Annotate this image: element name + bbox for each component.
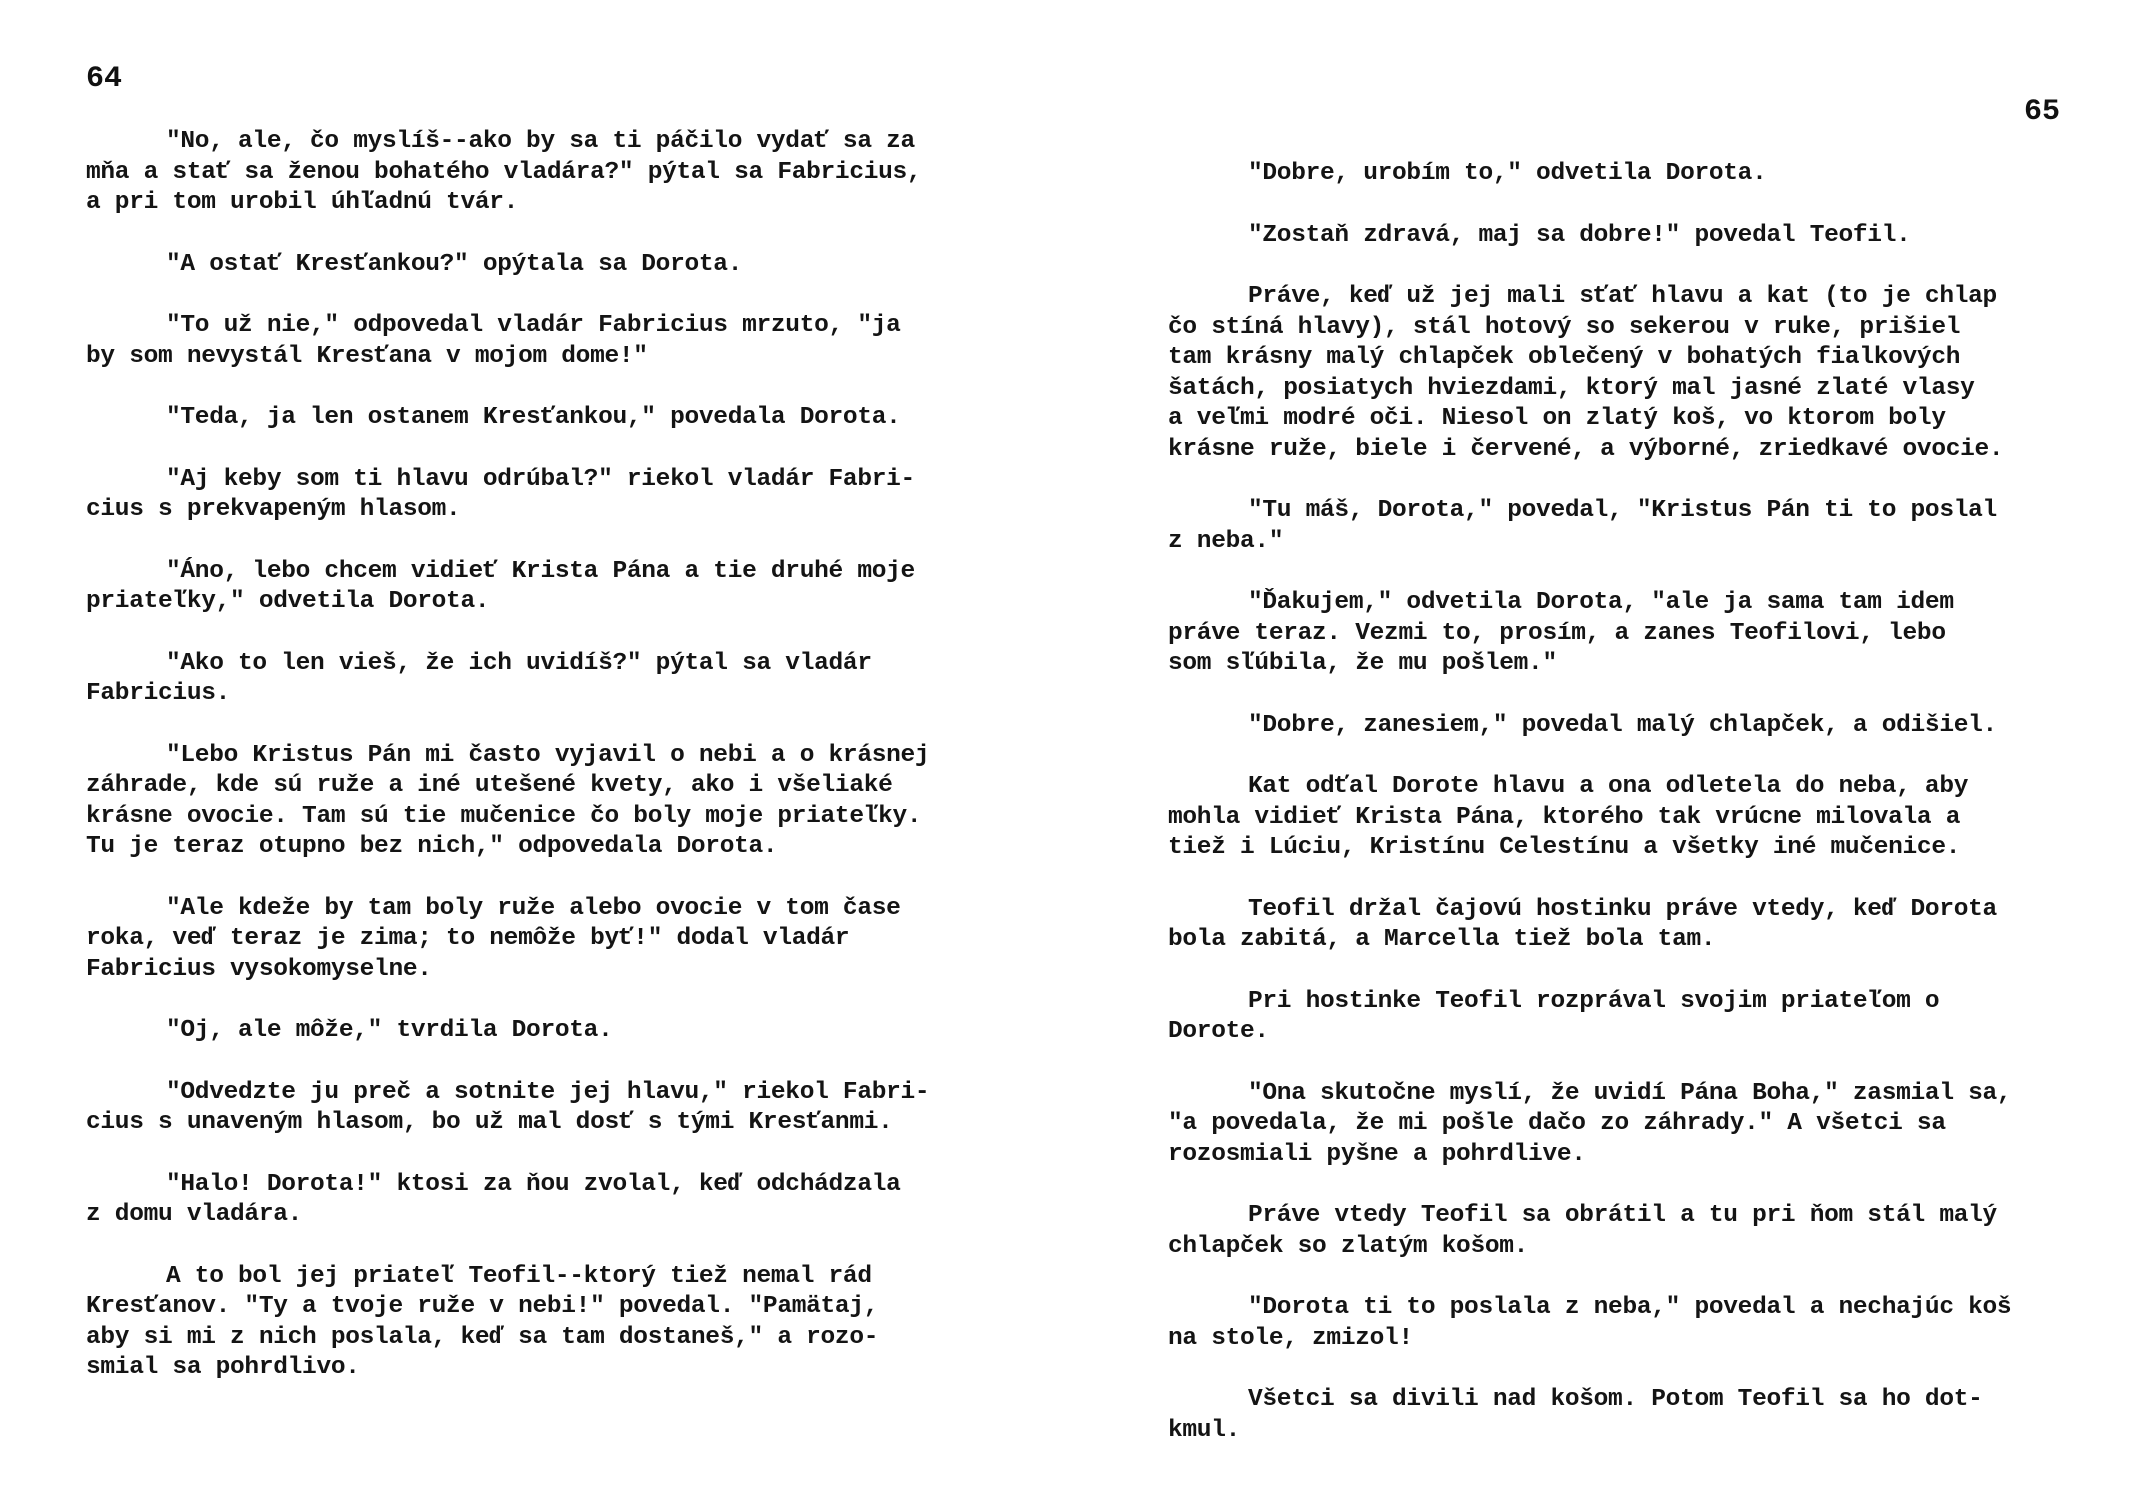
right-page-text bbox=[1168, 159, 2073, 1477]
paragraph: A to bol jej priateľ Teofil--ktorý tiež nemal rád Kresťanov. "Ty a tvoje ruže v nebi!" povedal. "Pamätaj, aby si mi z nich poslala, keď sa tam dostaneš," a rozo- smial sa pohrdlivo. bbox=[86, 1262, 879, 1381]
paragraph: "Ona skutočne myslí, že uvidí Pána Boha," zasmial sa, "a povedala, že mi pošle dačo zo záhrady." A všetci sa rozosmiali pyšne a pohrdlive. bbox=[1168, 1079, 2012, 1168]
paragraph: "Zostaň zdravá, maj sa dobre!" povedal Teofil. bbox=[1248, 221, 1911, 249]
paragraph: "Dobre, zanesiem," povedal malý chlapček, a odišiel. bbox=[1248, 711, 1997, 739]
paragraph: "No, ale, čo myslíš--ako by sa ti páčilo vydať sa za mňa a stať sa ženou bohatého vladára?" pýtal sa Fabricius, a pri tom urobil úhľadnú tvár. bbox=[86, 128, 922, 216]
paragraph: "Dobre, urobím to," odvetila Dorota. bbox=[1248, 160, 1767, 187]
paragraph: Pri hostinke Teofil rozprával svojim priateľom o Dorote. bbox=[1168, 987, 1940, 1045]
paragraph: "Ale kdeže by tam boly ruže alebo ovocie v tom čase roka, veď teraz je zima; to nemôže byť!" dodal vladár Fabricius vysokomyselne. bbox=[86, 894, 901, 983]
paragraph: "Tu máš, Dorota," povedal, "Kristus Pán ti to poslal z neba." bbox=[1168, 497, 1997, 555]
left-page-text bbox=[86, 127, 1006, 1415]
paragraph: "Halo! Dorota!" ktosi za ňou zvolal, keď odchádzala z domu vladára. bbox=[86, 1170, 901, 1228]
paragraph: Práve, keď už jej mali sťať hlavu a kat (to je chlap čo stíná hlavy), stál hotový so sekerou v ruke, prišiel tam krásny malý chlapček oblečený v bohatých fialkových šatách, posiatych hviezdami, ktorý mal jasné zlaté vlasy a veľmi modré oči. Niesol on zlatý koš, vo ktorom boly krásne ruže, biele i červené, a výborné, zriedkavé ovocie. bbox=[1168, 283, 2004, 463]
paragraph: "Dorota ti to poslala z neba," povedal a nechajúc koš na stole, zmizol! bbox=[1168, 1294, 2012, 1352]
paragraph: "Lebo Kristus Pán mi často vyjavil o nebi a o krásnej záhrade, kde sú ruže a iné utešené kvety, ako i všeliaké krásne ovocie. Tam sú tie mučenice čo boly moje priateľky. Tu je teraz otupno bez nich," odpovedala Dorota. bbox=[86, 741, 930, 860]
paragraph: Kat odťal Dorote hlavu a ona odletela do neba, aby mohla vidieť Krista Pána, ktorého tak vrúcne milovala a tiež i Lúciu, Kristínu Celestínu a všetky iné mučenice. bbox=[1168, 773, 1969, 861]
paragraph: "Ďakujem," odvetila Dorota, "ale ja sama tam idem práve teraz. Vezmi to, prosím, a zanes Teofilovi, lebo som sľúbila, že mu pošlem." bbox=[1168, 589, 1954, 677]
paragraph: "Áno, lebo chcem vidieť Krista Pána a tie druhé moje priateľky," odvetila Dorota. bbox=[86, 557, 915, 615]
paragraph: "A ostať Kresťankou?" opýtala sa Dorota. bbox=[166, 250, 743, 278]
paragraph: "Ako to len vieš, že ich uvidíš?" pýtal sa vladár Fabricius. bbox=[86, 649, 872, 707]
paragraph: Práve vtedy Teofil sa obrátil a tu pri ňom stál malý chlapček so zlatým košom. bbox=[1168, 1202, 1997, 1260]
paragraph: "Teda, ja len ostanem Kresťankou," povedala Dorota. bbox=[166, 404, 901, 431]
page-number-left: 64 bbox=[86, 62, 123, 96]
paragraph: "Aj keby som ti hlavu odrúbal?" riekol vladár Fabri- cius s prekvapeným hlasom. bbox=[86, 465, 915, 523]
paragraph: Teofil držal čajovú hostinku práve vtedy, keď Dorota bola zabitá, a Marcella tiež bola tam. bbox=[1168, 895, 1997, 953]
paragraph: "Odvedzte ju preč a sotnite jej hlavu," riekol Fabri- cius s unaveným hlasom, bo už mal dosť s tými Kresťanmi. bbox=[86, 1078, 930, 1136]
paragraph: "To už nie," odpovedal vladár Fabricius mrzuto, "ja by som nevystál Kresťana v mojom dome!" bbox=[86, 312, 901, 370]
paragraph: "Oj, ale môže," tvrdila Dorota. bbox=[166, 1017, 613, 1044]
paragraph: Všetci sa divili nad košom. Potom Teofil sa ho dot- kmul. bbox=[1168, 1386, 1983, 1444]
page-number-right: 65 bbox=[2024, 95, 2061, 129]
